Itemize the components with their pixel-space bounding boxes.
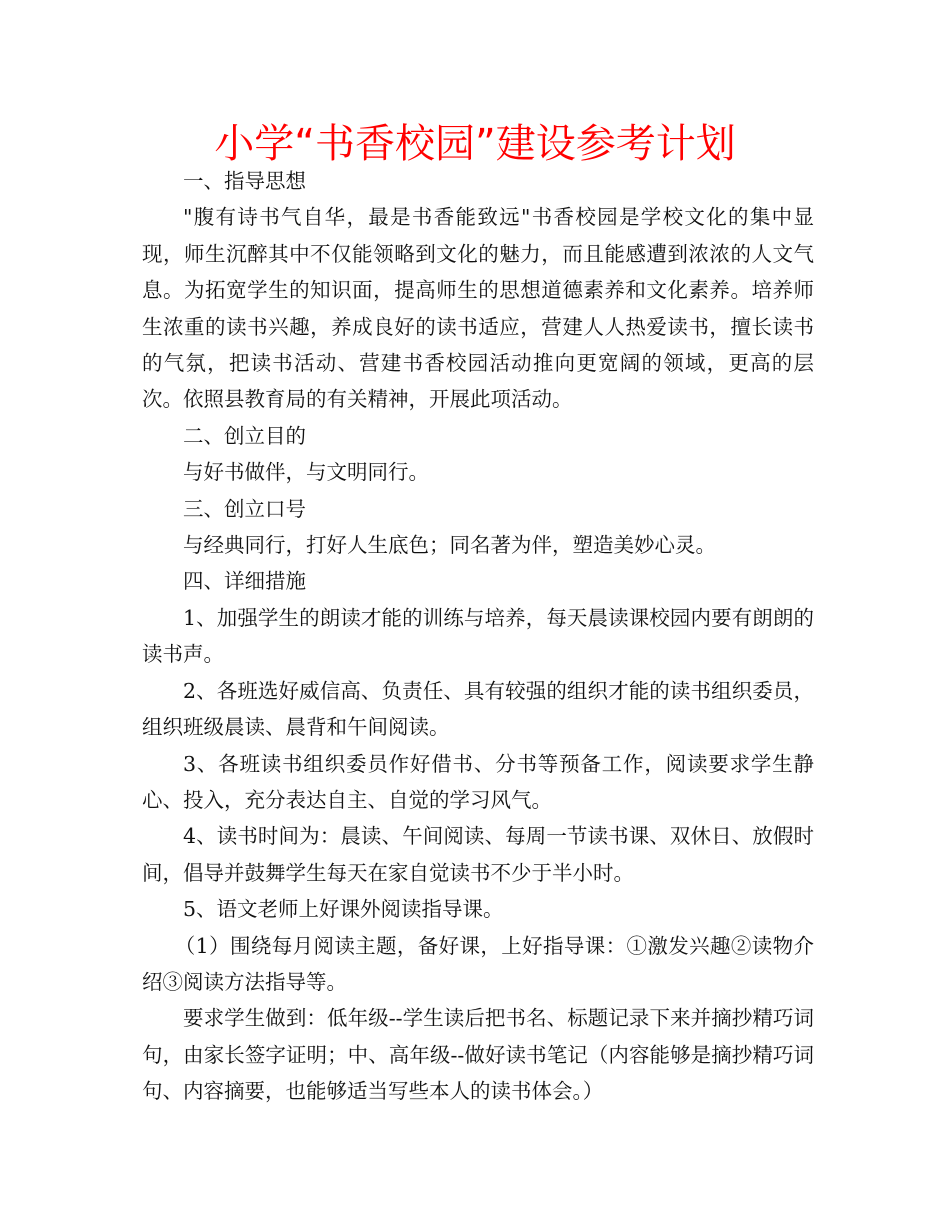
paragraph-purpose: 与好书做伴，与文明同行。 [183,460,429,485]
section-heading-slogan: 三、创立口号 [183,496,306,521]
paragraph-measure-5-item-1: （1）围绕每月阅读主题，备好课，上好指导课：①激发兴趣②读物介绍③阅读方法指导等。 [142,933,814,994]
paragraph-intro: "腹有诗书气自华，最是书香能致远"书香校园是学校文化的集中显现，师生沉醉其中不仅能领略到文化的魅力，而且能感遭到浓浓的人文气息。为拓宽学生的知识面，提高师生的思想道德素养和文化素养。培养师生浓重的读书兴趣，养成良好的读书适应，营建人人热爱读书，擅长读书的气氛，把读书活动、营建书香校园活动推向更宽阔的领域，更高的层次。依照县教育局的有关精神，开展此项活动。 [142,205,814,412]
section-heading-measures: 四、详细措施 [183,569,306,594]
paragraph-measure-2: 2、各班选好威信高、负责任、具有较强的组织才能的读书组织委员，组织班级晨读、晨背和午间阅读。 [142,678,814,740]
paragraph-measure-3: 3、各班读书组织委员作好借书、分书等预备工作，阅读要求学生静心、投入，充分表达自主、自觉的学习风气。 [142,751,814,812]
paragraph-measure-5: 5、语文老师上好课外阅读指导课。 [183,897,504,922]
document-body [142,163,814,1110]
paragraph-slogan: 与经典同行，打好人生底色；同名著为伴，塑造美妙心灵。 [183,533,716,558]
paragraph-measure-1: 1、加强学生的朗读才能的训练与培养，每天晨读课校园内要有朗朗的读书声。 [142,605,814,667]
paragraph-measure-4: 4、读书时间为：晨读、午间阅读、每周一节读书课、双休日、放假时间，倡导并鼓舞学生每天在家自觉读书不少于半小时。 [142,824,814,885]
section-heading-purpose: 二、创立目的 [183,423,306,448]
document-title: 小学“书香校园”建设参考计划 [214,121,736,167]
paragraph-student-requirements: 要求学生做到：低年级--学生读后把书名、标题记录下来并摘抄精巧词句，由家长签字证明；中、高年级--做好读书笔记（内容能够是摘抄精巧词句、内容摘要，也能够适当写些本人的读书体会。） [142,1006,814,1104]
section-heading-guiding-ideology: 一、指导思想 [183,169,306,193]
